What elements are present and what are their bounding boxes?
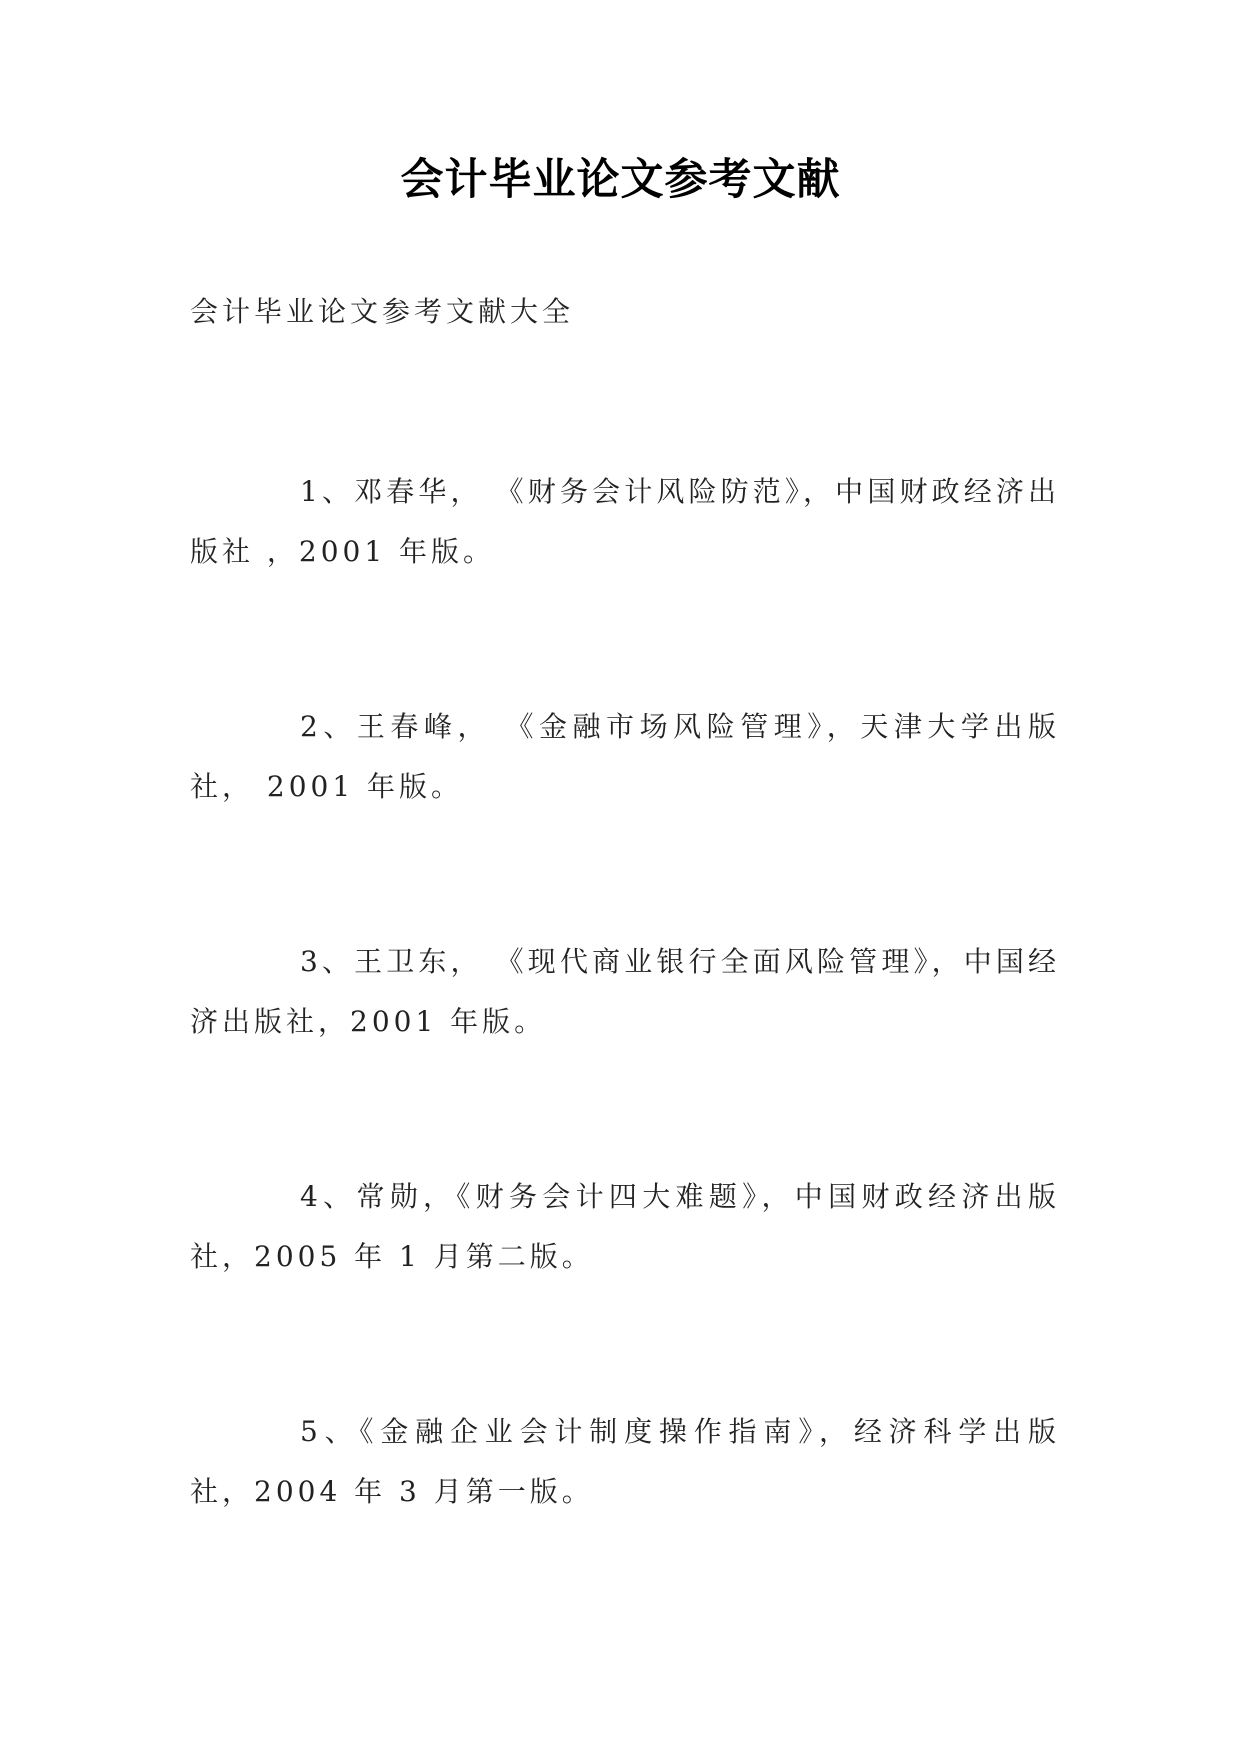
- reference-item: 4、常勋，《财务会计四大难题》，中国财政经济出版社，2005 年 1 月第二版。: [190, 1180, 1060, 1273]
- reference-item: 5、《金融企业会计制度操作指南》，经济科学出版社，2004 年 3 月第一版。: [190, 1415, 1060, 1508]
- reference-item: 3、王卫东， 《现代商业银行全面风险管理》，中国经济出版社，2001 年版。: [190, 945, 1060, 1038]
- reference-item: 1、邓春华， 《财务会计风险防范》，中国财政经济出版社 ，2001 年版。: [190, 475, 1060, 568]
- document-subtitle: 会计毕业论文参考文献大全: [190, 295, 575, 328]
- reference-item: 2、王春峰， 《金融市场风险管理》，天津大学出版社， 2001 年版。: [190, 710, 1060, 803]
- document-title: 会计毕业论文参考文献: [400, 155, 841, 205]
- reference-list: [190, 462, 1060, 1637]
